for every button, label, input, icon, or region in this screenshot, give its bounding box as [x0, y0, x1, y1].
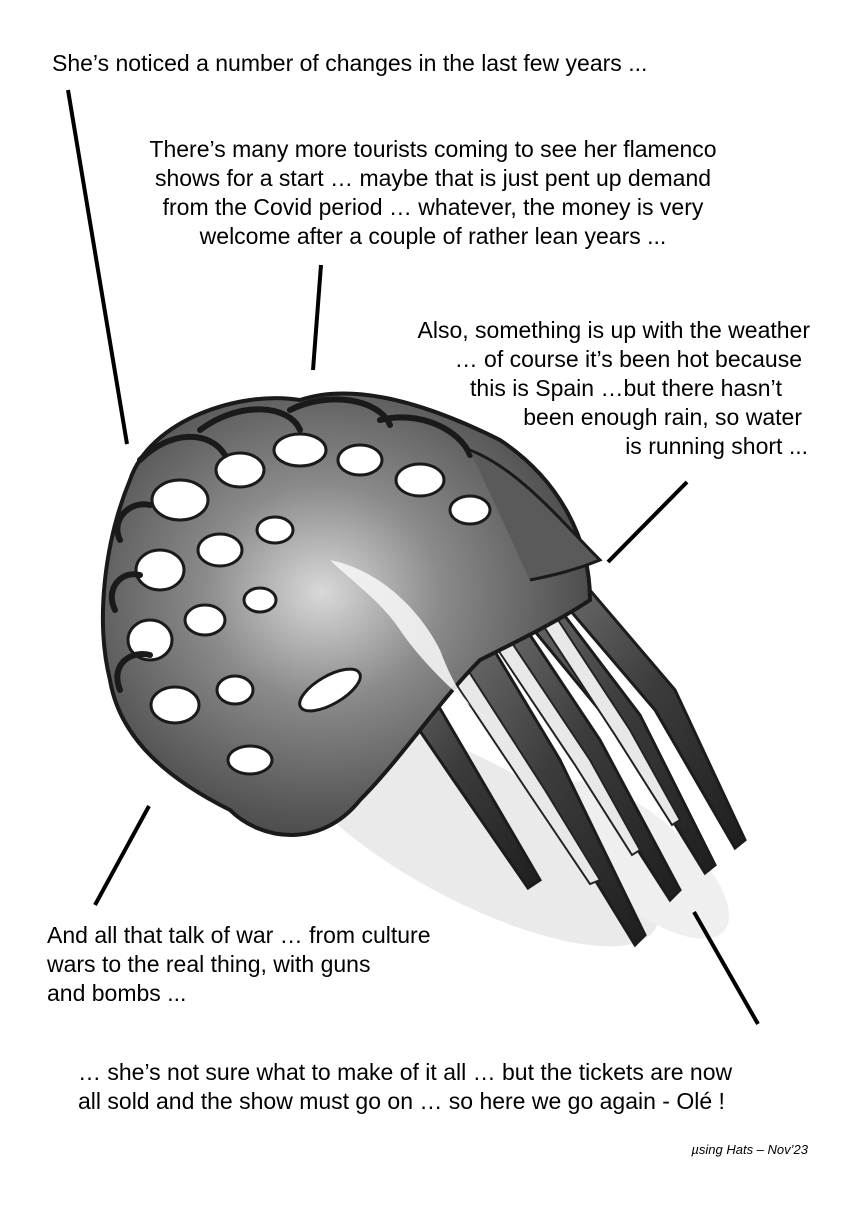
- caption-line: … she’s not sure what to make of it all … but the tickets are now: [78, 1059, 733, 1085]
- caption-war: [47, 921, 431, 1008]
- caption-line: from the Covid period … whatever, the money is very: [162, 194, 704, 220]
- caption-line: this is Spain …but there hasn’t: [470, 375, 782, 401]
- credit-signature: µsing Hats – Nov’23: [691, 1142, 808, 1157]
- caption-line: Also, something is up with the weather: [417, 317, 810, 343]
- pointer-line-war: [95, 806, 149, 905]
- caption-line: and bombs ...: [47, 980, 187, 1006]
- caption-first: [52, 49, 647, 78]
- caption-line: wars to the real thing, with guns: [47, 951, 371, 977]
- caption-line: is running short ...: [625, 433, 808, 459]
- pointer-line-weather: [608, 482, 687, 562]
- caption-line: … of course it’s been hot because: [454, 346, 802, 372]
- caption-line: There’s many more tourists coming to see her flamenco: [149, 136, 717, 162]
- caption-closing: [78, 1058, 732, 1116]
- pointer-line-tourists: [313, 265, 321, 370]
- caption-line: all sold and the show must go on … so here we go again - Olé !: [78, 1088, 725, 1114]
- caption-line: been enough rain, so water: [523, 404, 802, 430]
- caption-line: She’s noticed a number of changes in the last few years ...: [52, 50, 648, 76]
- caption-line: shows for a start … maybe that is just pent up demand: [154, 165, 712, 191]
- pointer-line-closing: [694, 912, 758, 1024]
- caption-tourists: [88, 135, 778, 251]
- caption-weather: [330, 316, 810, 461]
- caption-line: welcome after a couple of rather lean years ...: [199, 223, 667, 249]
- caption-line: And all that talk of war … from culture: [47, 922, 431, 948]
